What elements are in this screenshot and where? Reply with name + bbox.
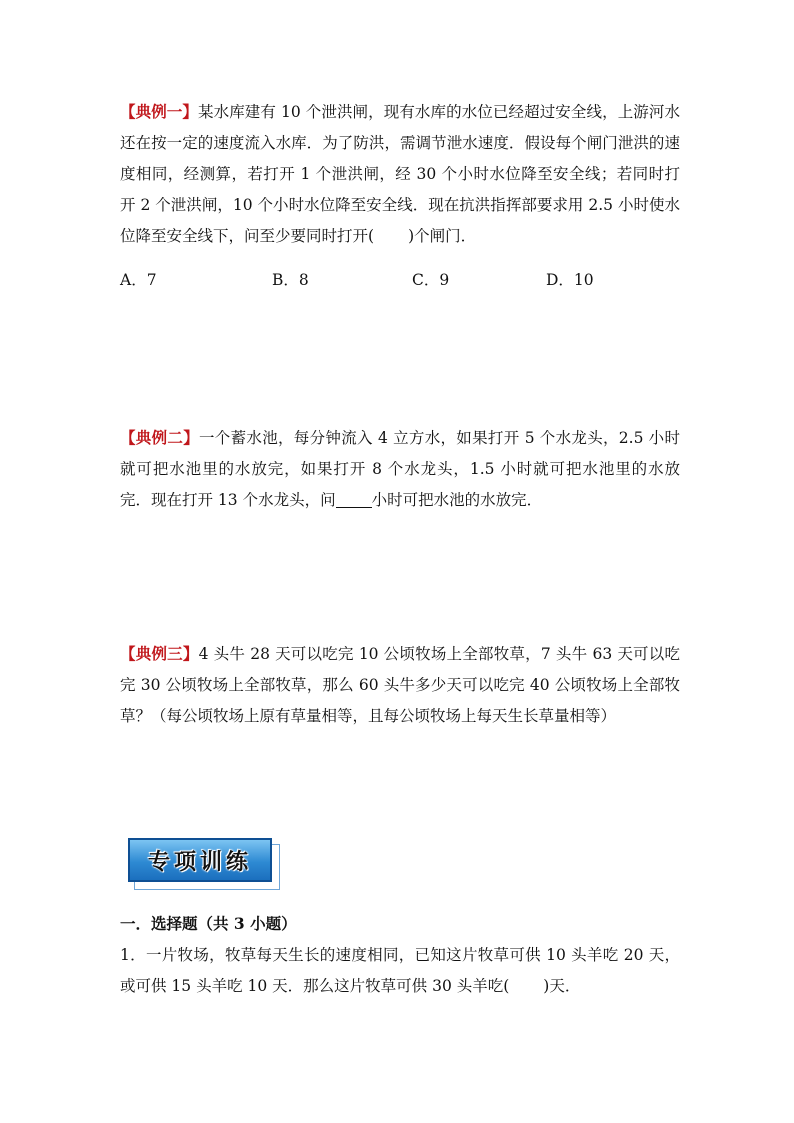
example-1-text: 某水库建有 10 个泄洪闸，现有水库的水位已经超过安全线，上游河水还在按一定的速度流入水库．为了防洪，需调节泄水速度．假设每个闸门泄洪的速度相同，经测算，若打开 1 个泄洪闸，经 30 个小时水位降至安全线；若同时打开 2 个泄洪闸，10 个小时水位降至安全线．现在抗洪指挥部要求用 2.5 小时使水位降至安全线下，问至少要同时打开( [120, 103, 680, 245]
section-heading: 一．选择题（共 3 小题） [120, 914, 297, 933]
answer-blank[interactable] [336, 492, 372, 509]
section-banner [128, 838, 280, 890]
example-3 [120, 638, 680, 732]
question-1-text-end: )天． [543, 977, 581, 995]
option-a[interactable]: A．7 [120, 271, 157, 289]
example-2 [120, 422, 680, 516]
example-3-tag: 【典例三】 [120, 644, 199, 663]
question-1-text: 1．一片牧场，牧草每天生长的速度相同，已知这片牧草可供 10 头羊吃 20 天，或可供 15 头羊吃 10 天．那么这片牧草可供 30 头羊吃( [120, 946, 680, 995]
example-1-text-end: )个闸门． [408, 227, 477, 245]
answer-options [120, 268, 680, 292]
example-1 [120, 96, 680, 252]
option-c[interactable]: C．9 [412, 271, 450, 289]
example-3-text: 4 头牛 28 天可以吃完 10 公顷牧场上全部牧草，7 头牛 63 天可以吃完 30 公顷牧场上全部牧草，那么 60 头牛多少天可以吃完 40 公顷牧场上全部牧草？（每公顷牧场上原有草量相等，且每公顷牧场上每天生长草量相等） [120, 645, 680, 725]
banner-box [128, 838, 272, 882]
option-b[interactable]: B．8 [272, 271, 309, 289]
example-2-text-end: 小时可把水池的水放完． [371, 491, 543, 509]
example-1-tag: 【典例一】 [120, 102, 198, 121]
option-d[interactable]: D．10 [546, 271, 594, 289]
example-2-tag: 【典例二】 [120, 428, 199, 447]
example-2-text: 一个蓄水池，每分钟流入 4 立方水，如果打开 5 个水龙头，2.5 小时就可把水池里的水放完，如果打开 8 个水龙头，1.5 小时就可把水池里的水放完．现在打开 13 个水龙头，问 [120, 429, 680, 509]
question-1 [120, 940, 680, 1002]
banner-label: 专项训练 [147, 849, 252, 875]
